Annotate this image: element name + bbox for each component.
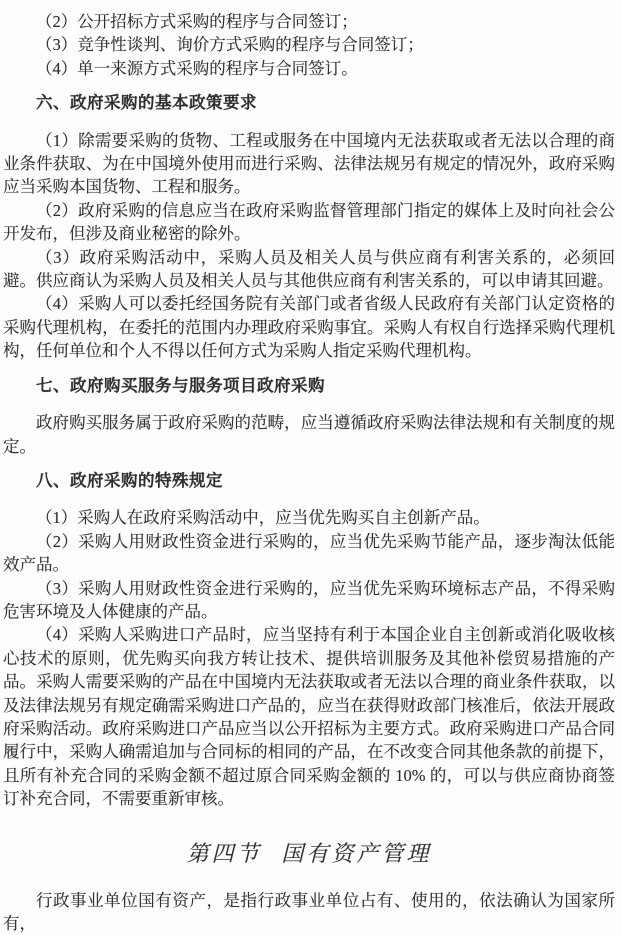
- paragraph-policy-3: （3）政府采购活动中，采购人员及相关人员与供应商有利害关系的，必须回避。供应商认为采购人员及相关人员与其他供应商有利害关系的，可以申请其回避。: [3, 247, 615, 291]
- paragraph-special-4: （4）采购人采购进口产品时，应当坚持有利于本国企业自主创新或消化吸收核心技术的原则，优先购买向我方转让技术、提供培训服务及其他补偿贸易措施的产品。采购人需要采购的产品在中国境内无法获取或者无法以合理的商业条件获取，以及法律法规另有规定确需采购进口产品的，应当在获得财政部门核准后，依法开展政府采购活动。政府采购进口产品应当以公开招标为主要方式。政府采购进口产品合同履行中，采购人确需追加与合同标的相同的产品，在不改变合同其他条款的前提下，且所有补充合同的采购金额不超过原合同采购金额的 10% 的，可以与供应商协商签订补充合同，不需要重新审核。: [3, 625, 615, 809]
- paragraph-state-assets-intro: 行政事业单位国有资产，是指行政事业单位占有、使用的，依法确认为国家所有，: [3, 890, 615, 933]
- paragraph-policy-4: （4）采购人可以委托经国务院有关部门或者省级人民政府有关部门认定资格的采购代理机构，在委托的范围内办理政府采购事宜。采购人有权自行选择采购代理机构，任何单位和个人不得以任何方式为采购人指定采购代理机构。: [3, 294, 615, 361]
- paragraph-special-2: （2）采购人用财政性资金进行采购的，应当优先采购节能产品，逐步淘汰低能效产品。: [3, 531, 615, 575]
- heading-government-purchased-services: 七、政府购买服务与服务项目政府采购: [36, 376, 325, 395]
- paragraph-special-3: （3）采购人用财政性资金进行采购的，应当优先采购环境标志产品，不得采购危害环境及人体健康的产品。: [3, 578, 615, 621]
- list-item-competitive-negotiation: （3）竞争性谈判、询价方式采购的程序与合同签订；: [36, 35, 424, 55]
- list-item-open-bidding: （2）公开招标方式采购的程序与合同签订；: [36, 12, 358, 31]
- paragraph-services-scope: 政府购买服务属于政府采购的范畴，应当遵循政府采购法律法规和有关制度的规定。: [3, 413, 615, 456]
- paragraph-policy-2: （2）政府采购的信息应当在政府采购监督管理部门指定的媒体上及时向社会公开发布，但涉及商业秘密的除外。: [3, 200, 615, 244]
- section-number: 第四节: [186, 840, 262, 866]
- section-title: 国有资产管理: [281, 840, 432, 866]
- list-item-single-source: （4）单一来源方式采购的程序与合同签订。: [36, 58, 358, 78]
- paragraph-policy-1: （1）除需要采购的货物、工程或服务在中国境内无法获取或者无法以合理的商业条件获取、为在中国境外使用而进行采购、法律法规另有规定的情况外，政府采购应当采购本国货物、工程和服务。: [3, 130, 615, 197]
- heading-basic-policy-requirements: 六、政府采购的基本政策要求: [36, 94, 257, 113]
- heading-special-provisions: 八、政府采购的特殊规定: [36, 471, 223, 490]
- section-heading-state-assets: [3, 837, 615, 871]
- paragraph-special-1: （1）采购人在政府采购活动中，应当优先购买自主创新产品。: [36, 508, 490, 528]
